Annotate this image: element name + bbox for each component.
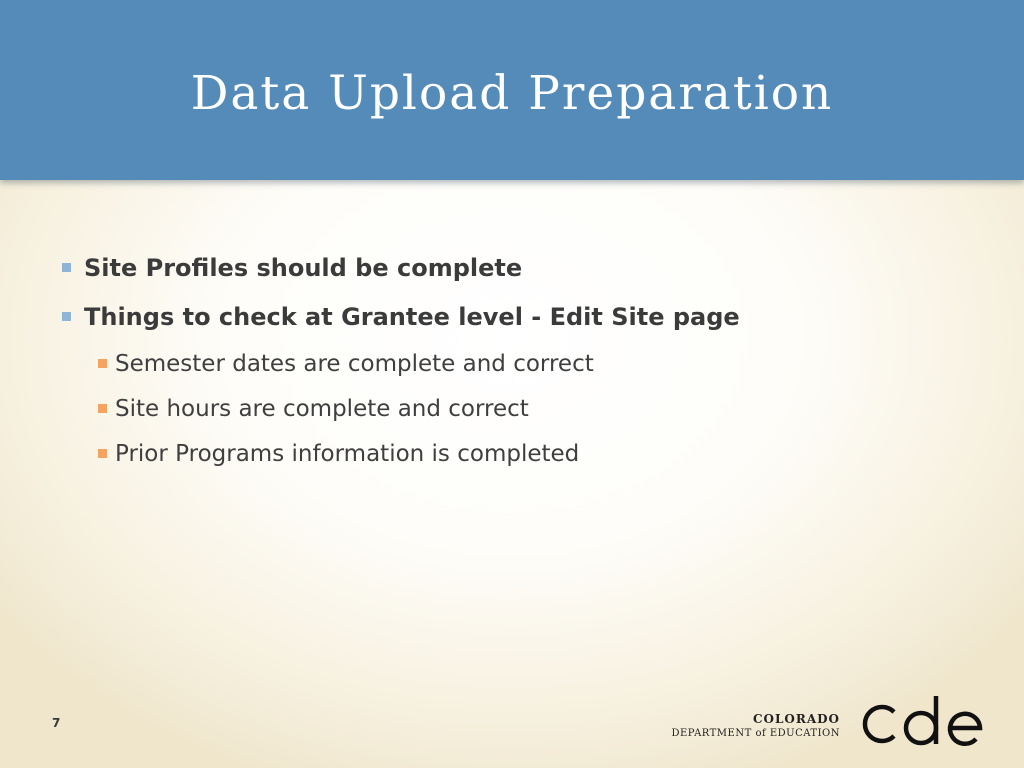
logo-department-text: DEPARTMENT of EDUCATION <box>671 728 840 739</box>
slide-header <box>0 0 1024 180</box>
bullet-item <box>60 297 960 346</box>
bullet-text: Things to check at Grantee level - Edit Site page <box>84 303 740 331</box>
sub-bullet-text: Prior Programs information is completed <box>115 441 580 467</box>
cde-logo <box>671 690 990 750</box>
square-bullet-icon <box>98 359 107 368</box>
square-bullet-icon <box>98 449 107 458</box>
sub-bullet-text: Site hours are complete and correct <box>115 396 529 422</box>
cde-logo-icon <box>858 692 988 748</box>
slide-title: Data Upload Preparation <box>190 66 834 121</box>
bullet-text: Site Profiles should be complete <box>84 254 523 282</box>
square-bullet-icon <box>62 312 71 321</box>
square-bullet-icon <box>98 404 107 413</box>
page-number: 7 <box>52 716 61 730</box>
sub-bullet-item <box>60 436 960 481</box>
sub-bullet-item <box>60 391 960 436</box>
logo-colorado-text: COLORADO <box>752 712 840 726</box>
sub-bullet-item <box>60 346 960 391</box>
slide-body <box>60 248 960 481</box>
bullet-item <box>60 248 960 297</box>
sub-bullet-text: Semester dates are complete and correct <box>115 351 594 377</box>
square-bullet-icon <box>62 263 71 272</box>
